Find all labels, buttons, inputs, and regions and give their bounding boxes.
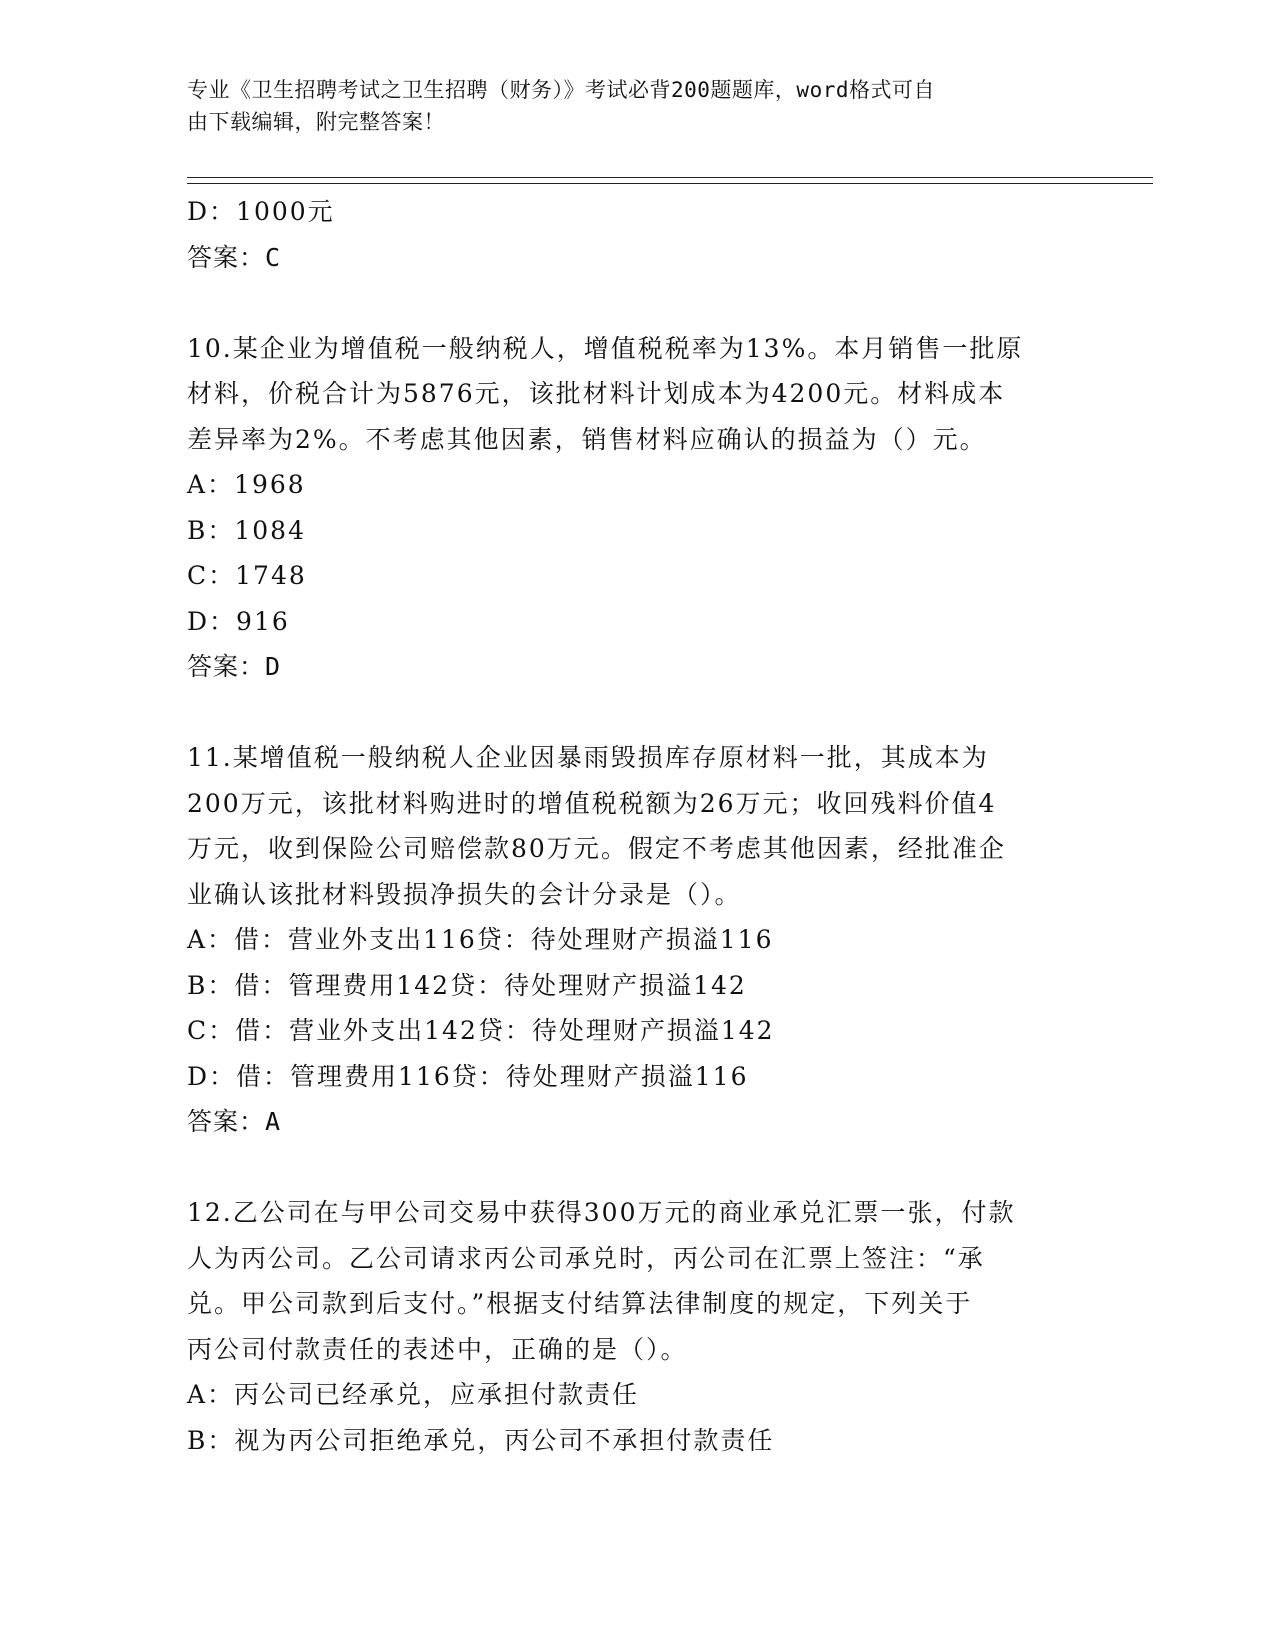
- header-divider-bottom: [187, 183, 1153, 184]
- q11-stem-line-1: 11.某增值税一般纳税人企业因暴雨毁损库存原材料一批，其成本为: [187, 743, 989, 772]
- q12-stem-line-2: 人为丙公司。乙公司请求丙公司承兑时，丙公司在汇票上签注：“承: [187, 1243, 985, 1273]
- q12-stem-line-4: 丙公司付款责任的表述中，正确的是（）。: [187, 1334, 688, 1364]
- q12-option-a: A：丙公司已经承兑，应承担付款责任: [187, 1380, 640, 1409]
- spacer: [187, 280, 1087, 326]
- q10-option-d: D：916: [187, 606, 290, 636]
- q10-stem-line-2: 材料，价税合计为5876元，该批材料计划成本为4200元。材料成本: [187, 379, 1006, 408]
- q12-stem-line-3: 兑。甲公司款到后支付。”根据支付结算法律制度的规定，下列关于: [187, 1289, 973, 1318]
- q12-stem-line-1: 12.乙公司在与甲公司交易中获得300万元的商业承兑汇票一张，付款: [187, 1198, 1016, 1227]
- spacer: [187, 690, 1087, 736]
- q12-option-b: B：视为丙公司拒绝承兑，丙公司不承担付款责任: [187, 1425, 775, 1455]
- header-line-1: 专业《卫生招聘考试之卫生招聘（财务）》考试必背200题题库，word格式可自: [187, 78, 935, 102]
- q10-option-c: C：1748: [187, 561, 307, 590]
- page-header: [187, 74, 1067, 138]
- header-line-2: 由下载编辑，附完整答案！: [187, 110, 445, 134]
- q11-stem-line-4: 业确认该批材料毁损净损失的会计分录是（）。: [187, 879, 742, 909]
- q10-stem-line-3: 差异率为2%。不考虑其他因素，销售材料应确认的损益为（）元。: [187, 424, 987, 454]
- document-body: [187, 189, 1087, 1463]
- q10-stem-line-1: 10.某企业为增值税一般纳税人，增值税税率为13%。本月销售一批原: [187, 333, 1024, 363]
- q9-option-d: D：1000元: [187, 197, 335, 226]
- q11-answer: 答案：A: [187, 1107, 282, 1136]
- q11-option-a: A：借：营业外支出116贷：待处理财产损溢116: [187, 925, 774, 954]
- header-divider-top: [187, 177, 1153, 178]
- q11-stem-line-2: 200万元，该批材料购进时的增值税税额为26万元；收回残料价值4: [187, 788, 997, 818]
- q11-option-d: D：借：管理费用116贷：待处理财产损溢116: [187, 1061, 749, 1091]
- q9-answer: 答案：C: [187, 242, 282, 272]
- q10-option-a: A：1968: [187, 470, 306, 499]
- q11-option-b: B：借：管理费用142贷：待处理财产损溢142: [187, 970, 747, 1000]
- q10-answer: 答案：D: [187, 652, 282, 681]
- q10-option-b: B：1084: [187, 515, 306, 545]
- q11-option-c: C：借：营业外支出142贷：待处理财产损溢142: [187, 1016, 775, 1045]
- spacer: [187, 1145, 1087, 1191]
- q11-stem-line-3: 万元，收到保险公司赔偿款80万元。假定不考虑其他因素，经批准企: [187, 834, 1006, 863]
